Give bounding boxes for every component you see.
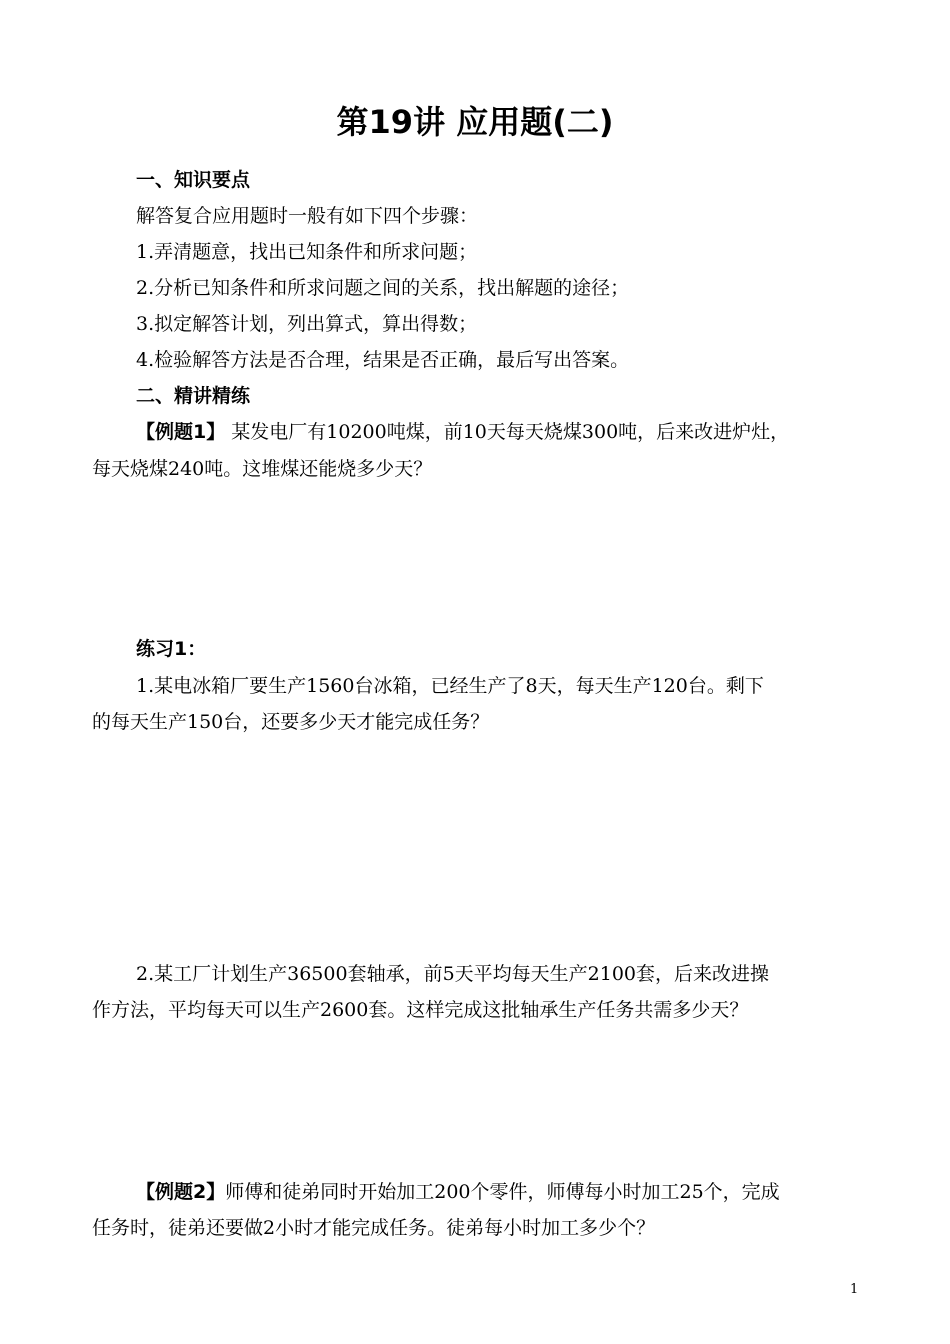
practice-1-question-1-line-1: 1.某电冰箱厂要生产1560台冰箱，已经生产了8天，每天生产120台。剩下 <box>136 675 764 697</box>
page-title: 第19讲 应用题(二) <box>336 103 614 141</box>
page-number: 1 <box>850 1282 859 1297</box>
section-heading-knowledge: 一、知识要点 <box>136 169 251 191</box>
example-1-text-1: 某发电厂有10200吨煤，前10天每天烧煤300吨，后来改进炉灶， <box>225 421 790 443</box>
example-2-line-1 <box>136 1180 780 1204</box>
practice-1-question-2-line-1: 2.某工厂计划生产36500套轴承，前5天平均每天生产2100套，后来改进操 <box>136 963 770 985</box>
practice-1-question-2-line-2: 作方法，平均每天可以生产2600套。这样完成这批轴承生产任务共需多少天？ <box>92 999 749 1021</box>
knowledge-step-3: 3.拟定解答计划，列出算式，算出得数； <box>136 313 478 335</box>
example-2-text-1: 师傅和徒弟同时开始加工200个零件，师傅每小时加工25个，完成 <box>225 1181 780 1203</box>
knowledge-intro: 解答复合应用题时一般有如下四个步骤： <box>136 205 479 227</box>
practice-1-question-1-line-2: 的每天生产150台，还要多少天才能完成任务？ <box>92 711 490 733</box>
example-2-line-2: 任务时，徒弟还要做2小时才能完成任务。徒弟每小时加工多少个？ <box>92 1217 656 1239</box>
example-1-line-2: 每天烧煤240吨。这堆煤还能烧多少天？ <box>92 458 433 480</box>
knowledge-step-2: 2.分析已知条件和所求问题之间的关系，找出解题的途径； <box>136 277 630 299</box>
practice-1-heading: 练习1： <box>136 638 207 660</box>
section-heading-practice: 二、精讲精练 <box>136 385 251 407</box>
example-2-label: 【例题2】 <box>136 1181 226 1203</box>
example-1-line-1 <box>136 420 789 444</box>
knowledge-step-4: 4.检验解答方法是否合理，结果是否正确，最后写出答案。 <box>136 349 630 371</box>
example-1-label: 【例题1】 <box>136 421 226 443</box>
knowledge-step-1: 1.弄清题意，找出已知条件和所求问题； <box>136 241 478 263</box>
